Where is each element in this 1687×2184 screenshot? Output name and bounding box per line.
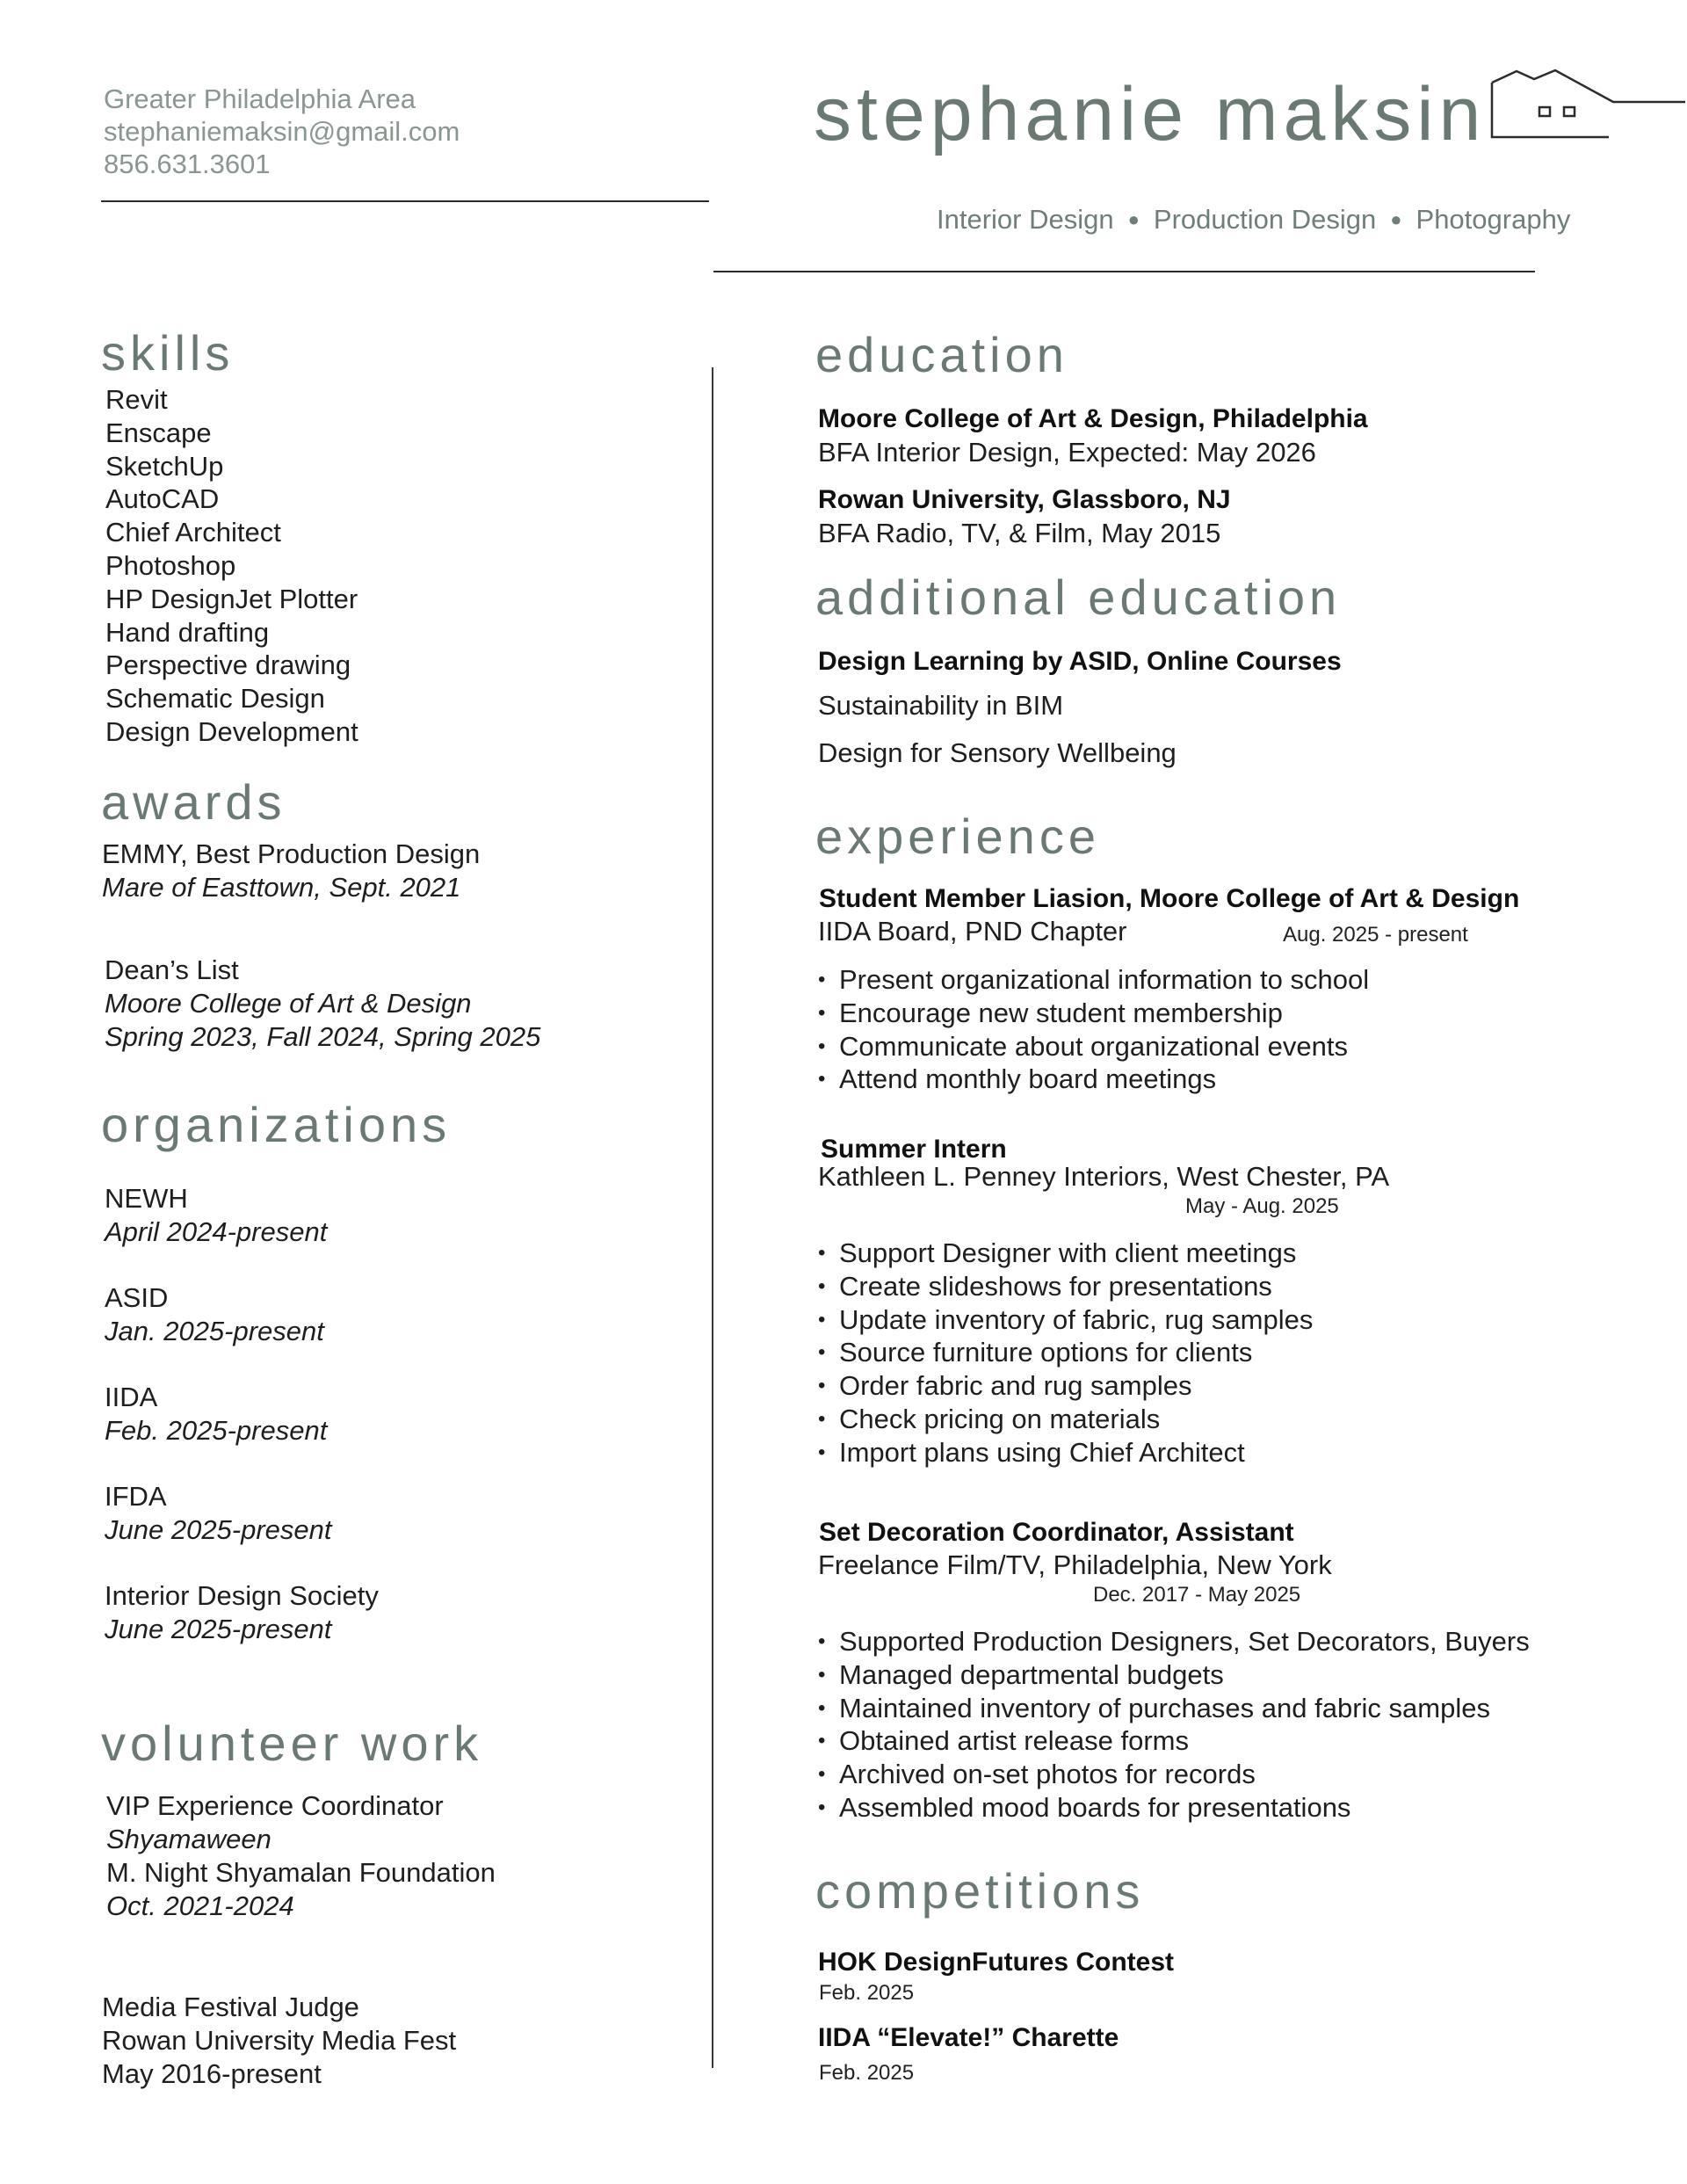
skill-item: SketchUp [105, 450, 224, 482]
job-bullets [818, 1237, 1313, 1469]
job-org: Freelance Film/TV, Philadelphia, New York [818, 1549, 1332, 1580]
skill-item: Enscape [105, 417, 212, 448]
skill-item: Hand drafting [105, 616, 270, 648]
list-item: • Source furniture options for clients [818, 1336, 1313, 1369]
volunteer-event: Shyamaween [106, 1824, 272, 1854]
award-title: Dean’s List [105, 954, 239, 985]
skill-item: AutoCAD [105, 483, 220, 515]
volunteer-org: Rowan University Media Fest [102, 2025, 457, 2056]
job-dates: Aug. 2025 - present [1283, 923, 1468, 947]
course-item: Design for Sensory Wellbeing [818, 737, 1177, 768]
award-title: EMMY, Best Production Design [102, 838, 481, 869]
course-item: Sustainability in BIM [818, 690, 1064, 721]
header-divider-left [101, 200, 709, 202]
contact-block [104, 83, 460, 180]
competition-date: Feb. 2025 [819, 1981, 915, 2005]
list-item: • Supported Production Designers, Set Decorators, Buyers [818, 1625, 1530, 1658]
list-item: • Attend monthly board meetings [818, 1063, 1369, 1096]
award-detail: Mare of Easttown, Sept. 2021 [102, 872, 461, 903]
tagline-item-interior: Interior Design [937, 204, 1114, 235]
job-title: Set Decoration Coordinator, Assistant [819, 1518, 1294, 1547]
job-org: IIDA Board, PND Chapter [818, 916, 1127, 947]
org-name: ASID [105, 1282, 169, 1313]
list-item: • Assembled mood boards for presentations [818, 1791, 1530, 1825]
job-bullets [818, 1625, 1530, 1825]
org-name: Interior Design Society [105, 1580, 379, 1611]
competition-name: HOK DesignFutures Contest [818, 1948, 1175, 1977]
org-name: IFDA [105, 1481, 167, 1512]
volunteer-org: M. Night Shyamalan Foundation [106, 1857, 496, 1888]
awards-heading: awards [101, 774, 286, 830]
skill-item: Photoshop [105, 549, 236, 581]
house-outline-icon [1490, 67, 1687, 142]
competition-name: IIDA “Elevate!” Charette [818, 2023, 1119, 2052]
competition-date: Feb. 2025 [819, 2061, 915, 2085]
skills-list [105, 383, 358, 749]
tagline-item-photography: Photography [1415, 204, 1571, 235]
bullet-dot-icon: ● [1127, 208, 1140, 230]
list-item: • Order fabric and rug samples [818, 1369, 1313, 1403]
org-date: June 2025-present [105, 1514, 332, 1545]
award-detail: Spring 2023, Fall 2024, Spring 2025 [105, 1021, 541, 1052]
list-item: • Managed departmental budgets [818, 1658, 1530, 1692]
tagline [937, 204, 1570, 236]
list-item: • Check pricing on materials [818, 1403, 1313, 1436]
skill-item: Perspective drawing [105, 649, 351, 681]
volunteer-date: Oct. 2021-2024 [106, 1890, 294, 1921]
school-name: Rowan University, Glassboro, NJ [818, 485, 1231, 514]
org-date: June 2025-present [105, 1614, 332, 1644]
phone-text: 856.631.3601 [104, 149, 271, 179]
skill-item: Chief Architect [105, 517, 281, 548]
list-item: • Obtained artist release forms [818, 1724, 1530, 1758]
list-item: • Import plans using Chief Architect [818, 1436, 1313, 1469]
volunteer-role: Media Festival Judge [102, 1992, 359, 2022]
course-provider: Design Learning by ASID, Online Courses [818, 647, 1342, 676]
additional-education-heading: additional education [815, 570, 1342, 625]
list-item: • Archived on-set photos for records [818, 1758, 1530, 1791]
org-date: Jan. 2025-present [105, 1316, 324, 1346]
org-date: April 2024-present [105, 1216, 328, 1247]
job-dates: May - Aug. 2025 [1185, 1194, 1339, 1218]
job-title: Student Member Liasion, Moore College of Art & Design [819, 884, 1520, 913]
list-item: • Support Designer with client meetings [818, 1237, 1313, 1270]
column-divider [712, 367, 713, 2068]
org-name: NEWH [105, 1183, 188, 1214]
skill-item: Revit [105, 384, 168, 415]
volunteer-heading: volunteer work [101, 1716, 483, 1771]
header-divider-right [713, 271, 1535, 272]
list-item: • Update inventory of fabric, rug samples [818, 1303, 1313, 1337]
skill-item: Schematic Design [105, 683, 325, 715]
job-bullets [818, 963, 1369, 1096]
tagline-item-production: Production Design [1153, 204, 1377, 235]
volunteer-role: VIP Experience Coordinator [106, 1790, 444, 1821]
list-item: • Encourage new student membership [818, 997, 1369, 1030]
skill-item: HP DesignJet Plotter [105, 583, 358, 614]
list-item: • Maintained inventory of purchases and fabric samples [818, 1692, 1530, 1725]
organizations-heading: organizations [101, 1097, 452, 1152]
degree-text: BFA Interior Design, Expected: May 2026 [818, 437, 1316, 468]
bullet-dot-icon: ● [1390, 208, 1402, 230]
skill-item: Design Development [105, 715, 358, 747]
volunteer-date: May 2016-present [102, 2058, 322, 2089]
degree-text: BFA Radio, TV, & Film, May 2015 [818, 518, 1221, 548]
name-title: stephanie maksin [814, 72, 1487, 156]
list-item: • Present organizational information to school [818, 963, 1369, 997]
list-item: • Create slideshows for presentations [818, 1270, 1313, 1303]
school-name: Moore College of Art & Design, Philadelphia [818, 404, 1368, 433]
org-name: IIDA [105, 1382, 158, 1412]
award-detail: Moore College of Art & Design [105, 988, 472, 1019]
org-date: Feb. 2025-present [105, 1415, 328, 1446]
job-org: Kathleen L. Penney Interiors, West Chester, PA [818, 1161, 1390, 1192]
education-heading: education [815, 327, 1068, 382]
location-text: Greater Philadelphia Area [104, 83, 416, 114]
skills-heading: skills [101, 325, 235, 381]
list-item: • Communicate about organizational events [818, 1030, 1369, 1063]
job-dates: Dec. 2017 - May 2025 [1093, 1583, 1301, 1607]
job-title: Summer Intern [821, 1135, 1007, 1164]
experience-heading: experience [815, 809, 1100, 864]
competitions-heading: competitions [815, 1863, 1145, 1919]
email-link[interactable]: stephaniemaksin@gmail.com [104, 116, 460, 147]
